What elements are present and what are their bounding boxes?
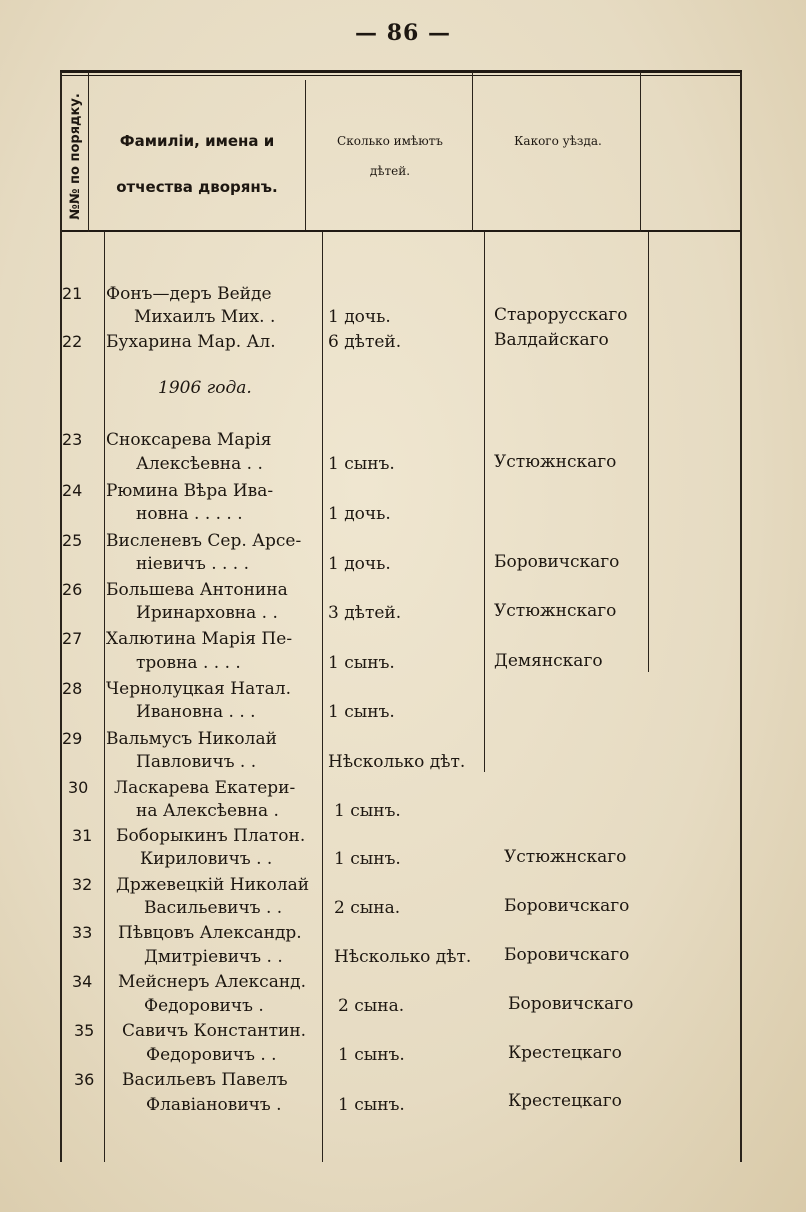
row-uyezd: Устюжнскаго: [494, 452, 617, 472]
row-name-line2: Васильевичъ . .: [144, 898, 283, 918]
row-children: 1 сынъ.: [328, 454, 395, 474]
row-name-line1: Вальмусъ Николай: [106, 729, 277, 749]
row-number: 21: [62, 284, 83, 303]
row-name-line1: Боборыкинъ Платон.: [116, 826, 306, 846]
column-rule-children: [484, 232, 485, 772]
row-uyezd: Боровичскаго: [504, 896, 630, 916]
row-name-line2: ніевичъ . . . .: [136, 554, 250, 574]
table-header-rule: [60, 230, 740, 232]
row-name-line1: Фонъ—деръ Вейде: [106, 284, 272, 304]
row-children: 1 сынъ.: [334, 849, 401, 869]
row-name-line2: Павловичъ . .: [136, 752, 257, 772]
row-children: 2 сына.: [334, 898, 401, 918]
header-name-column: [92, 118, 302, 210]
row-name-line2: Кириловичъ . .: [140, 849, 273, 869]
header-number-label: №№ по порядку.: [67, 92, 83, 220]
row-children: 3 дѣтей.: [328, 603, 402, 623]
row-uyezd: Валдайскаго: [494, 330, 609, 350]
row-name-line1: Пѣвцовъ Александр.: [118, 923, 302, 943]
row-name-line1: Мейснеръ Александ.: [118, 972, 307, 992]
row-uyezd: Боровичскаго: [504, 945, 630, 965]
column-rule-right: [740, 72, 742, 1162]
row-children: 2 сына.: [338, 996, 405, 1016]
row-number: 28: [62, 679, 83, 698]
row-number: 33: [72, 923, 93, 942]
row-uyezd: Крестецкаго: [508, 1091, 622, 1111]
row-name-line2: Ивановна . . .: [136, 702, 256, 722]
column-rule-name-header: [305, 80, 306, 230]
row-number: 31: [72, 826, 93, 845]
column-rule-num-header: [88, 72, 89, 232]
row-name-line2: Алексѣевна . .: [136, 454, 263, 474]
row-number: 35: [74, 1021, 95, 1040]
row-number: 32: [72, 875, 93, 894]
row-uyezd: Демянскаго: [494, 651, 603, 671]
row-name-line2: тровна . . . .: [136, 653, 241, 673]
row-number: 29: [62, 729, 83, 748]
header-uyezd-column: Какого уѣзда.: [514, 134, 602, 148]
row-number: 24: [62, 481, 83, 500]
row-name-line1: Рюмина Вѣра Ива-: [106, 481, 274, 501]
header-name-line2: отчества дворянъ.: [116, 178, 278, 196]
row-name-line1: Большева Антонина: [106, 580, 288, 600]
row-children: 1 дочь.: [328, 554, 391, 574]
row-name-line1: Чернолуцкая Натал.: [106, 679, 291, 699]
row-children: 6 дѣтей.: [328, 332, 402, 352]
row-uyezd: Старорусскаго: [494, 305, 628, 325]
row-number: 30: [68, 778, 89, 797]
header-name-line1: Фамиліи, имена и: [119, 132, 275, 150]
row-number: 25: [62, 531, 83, 550]
row-children: 1 сынъ.: [328, 702, 395, 722]
row-number: 22: [62, 332, 83, 351]
row-number: 23: [62, 430, 83, 449]
row-name-line2: Иринарховна . .: [136, 603, 278, 623]
row-name-line1: Ласкарева Екатери-: [114, 778, 296, 798]
row-name-line1: Држевецкій Николай: [116, 875, 310, 895]
row-uyezd: Крестецкаго: [508, 1043, 622, 1063]
row-children: 1 сынъ.: [338, 1045, 405, 1065]
row-name-line1: Савичъ Константин.: [122, 1021, 307, 1041]
row-name-line1: Висленевъ Сер. Арсе-: [106, 531, 302, 551]
column-rule-left: [60, 72, 62, 1162]
row-children: Нѣсколько дѣт.: [328, 752, 466, 772]
row-children: 1 дочь.: [328, 307, 391, 327]
row-uyezd: Боровичскаго: [494, 552, 620, 572]
column-rule-num: [104, 232, 105, 1162]
row-name-line1: Бухарина Мар. Ал.: [106, 332, 276, 352]
column-rule-uyezd: [648, 232, 649, 672]
row-name-line1: Халютина Марія Пе-: [106, 629, 293, 649]
header-number-column: [64, 88, 86, 224]
page-number: — 86 —: [355, 20, 451, 46]
row-uyezd: Устюжнскаго: [494, 601, 617, 621]
row-number: 34: [72, 972, 93, 991]
row-number: 27: [62, 629, 83, 648]
year-heading: 1906 года.: [158, 378, 252, 398]
row-children: 1 сынъ.: [338, 1095, 405, 1115]
row-number: 26: [62, 580, 83, 599]
row-uyezd: Устюжнскаго: [504, 847, 627, 867]
row-name-line2: на Алексѣевна .: [136, 801, 279, 821]
row-name-line2: Федоровичъ . .: [146, 1045, 277, 1065]
column-rule-children-header: [472, 72, 473, 232]
header-children-column: [310, 126, 470, 186]
row-name-line2: Федоровичъ .: [144, 996, 264, 1016]
row-name-line1: Сноксарева Марія: [106, 430, 272, 450]
column-rule-uyezd-header: [640, 72, 641, 232]
row-children: 1 сынъ.: [328, 653, 395, 673]
row-name-line1: Васильевъ Павелъ: [122, 1070, 288, 1090]
row-name-line2: Флавіановичъ .: [146, 1095, 282, 1115]
header-children-line2: дѣтей.: [369, 164, 411, 178]
row-name-line2: Михаилъ Мих. .: [134, 307, 276, 327]
row-number: 36: [74, 1070, 95, 1089]
header-children-line1: Сколько имѣютъ: [337, 134, 443, 148]
row-children: 1 дочь.: [328, 504, 391, 524]
row-name-line2: Дмитріевичъ . .: [144, 947, 283, 967]
row-children: Нѣсколько дѣт.: [334, 947, 472, 967]
row-name-line2: новна . . . . .: [136, 504, 243, 524]
row-children: 1 сынъ.: [334, 801, 401, 821]
row-uyezd: Боровичскаго: [508, 994, 634, 1014]
